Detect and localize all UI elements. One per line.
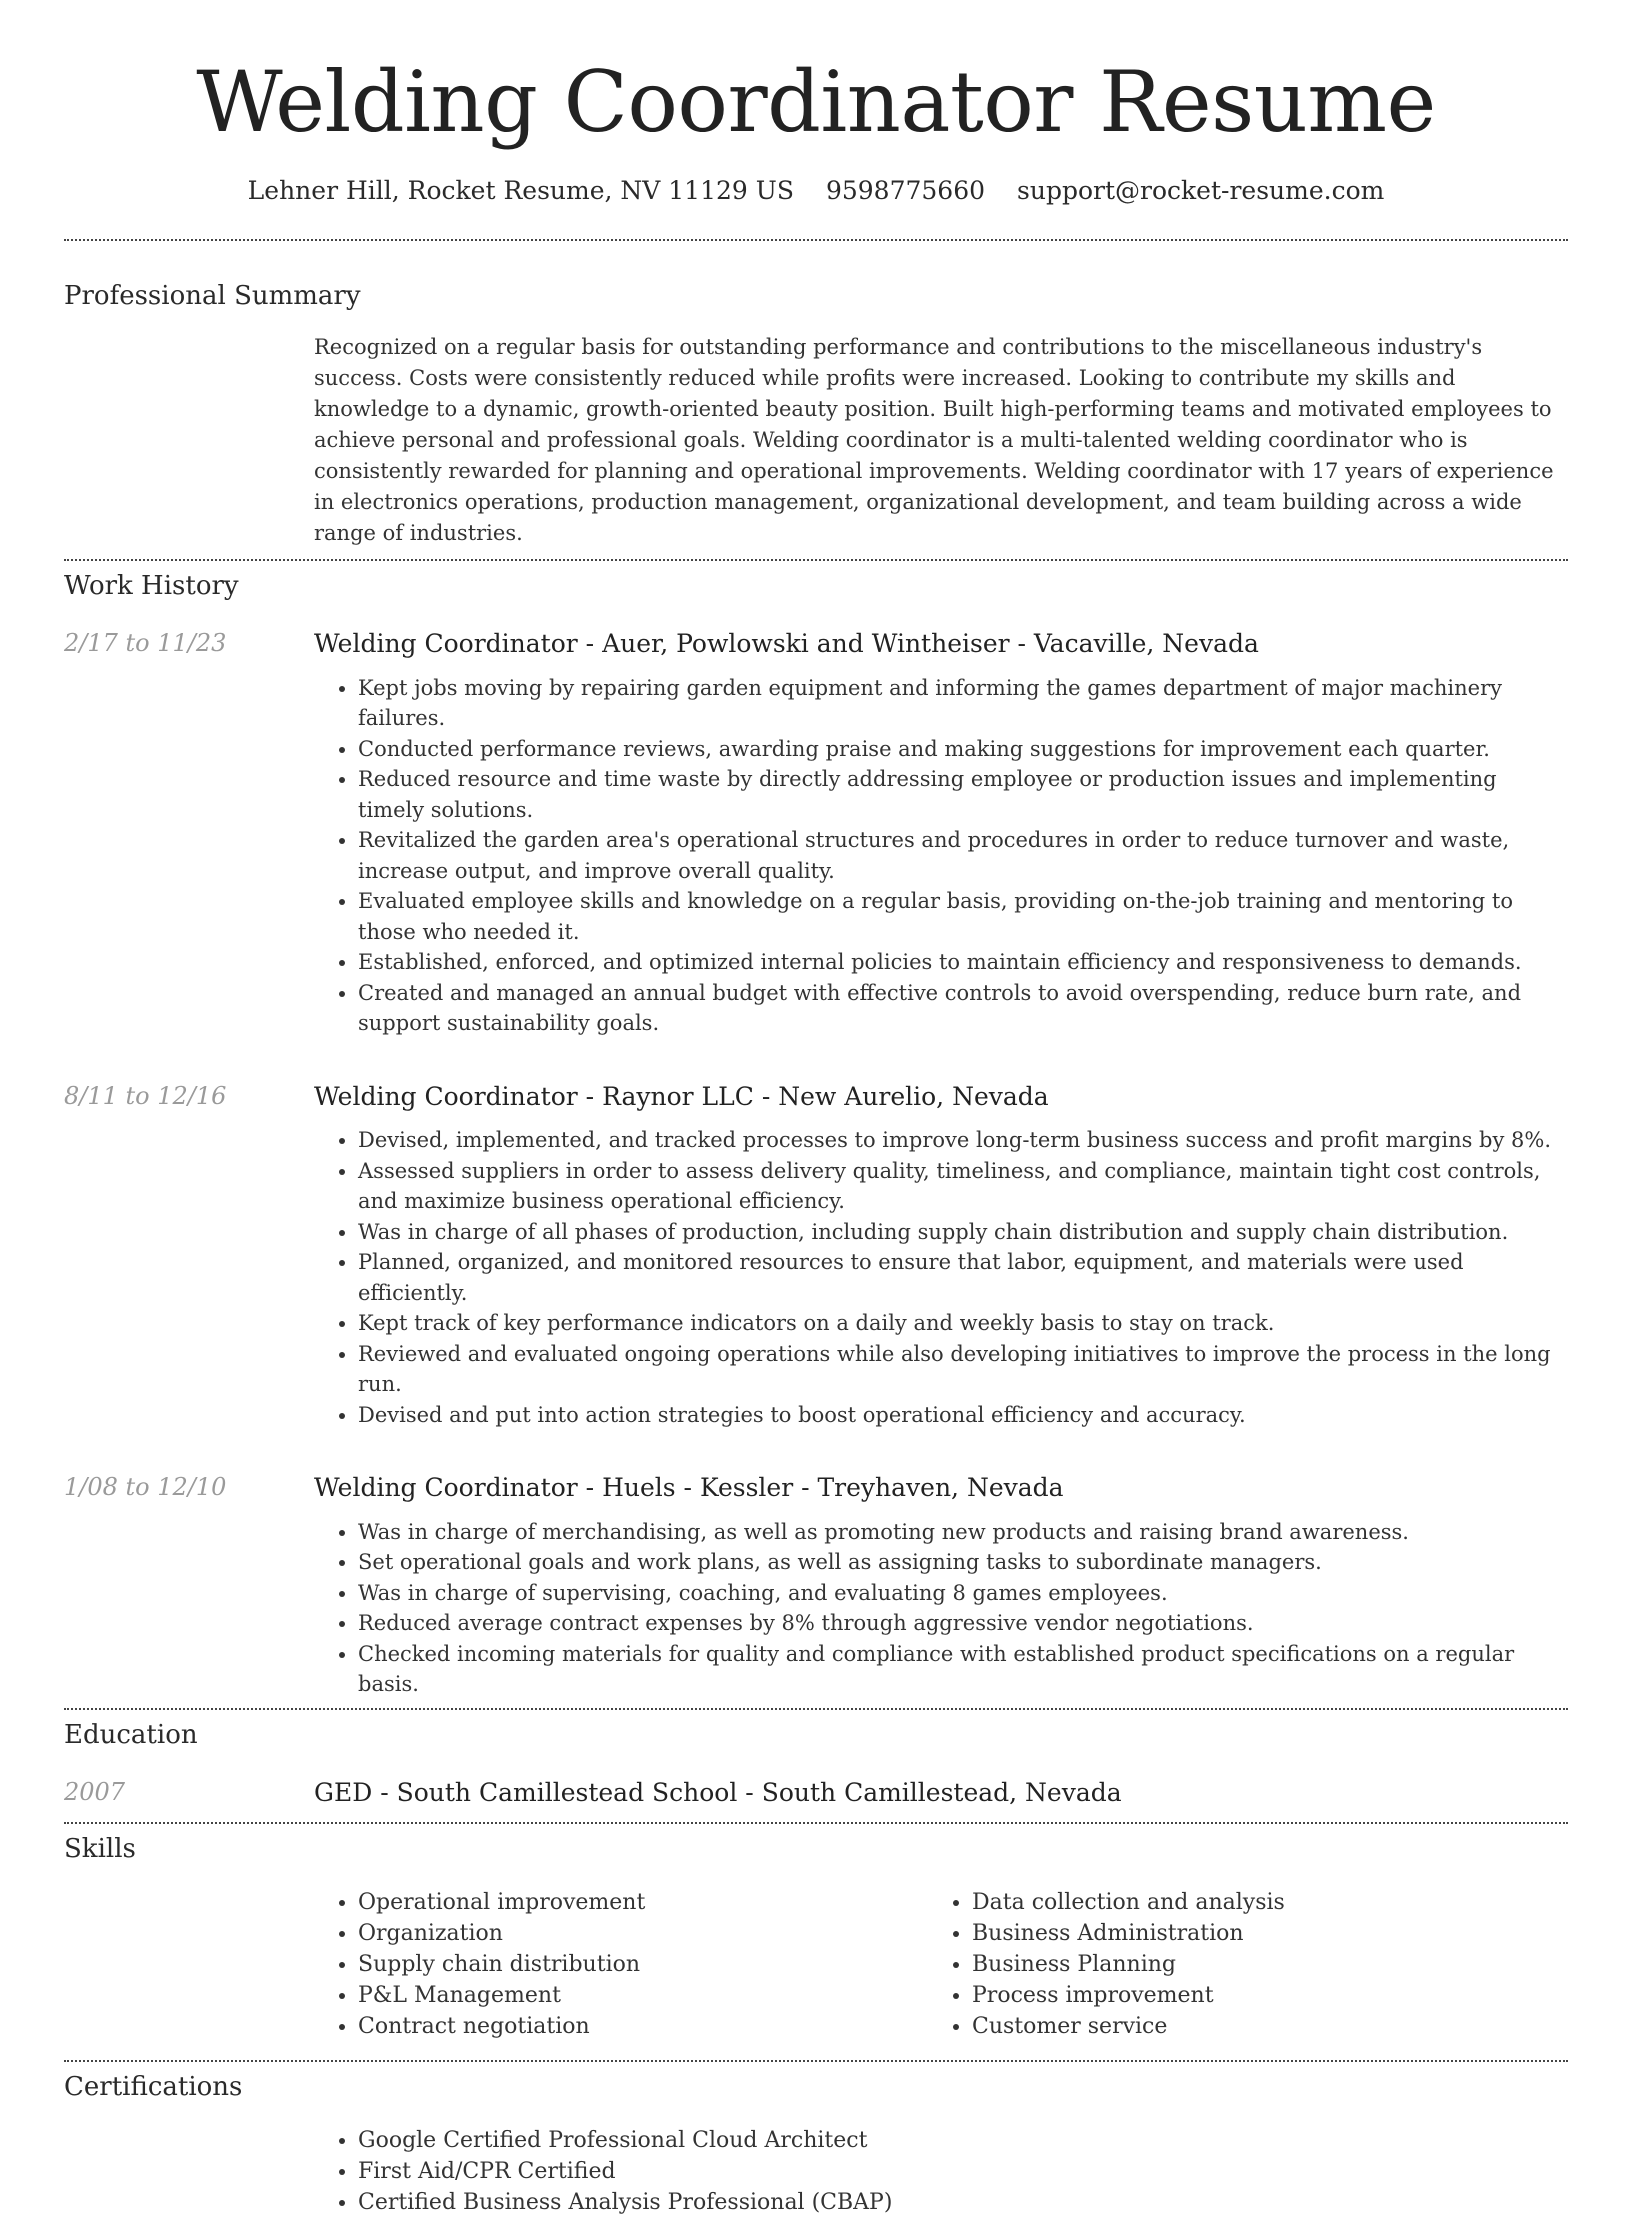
- contact-info: [64, 176, 1568, 206]
- work-history-section: [64, 571, 1568, 1700]
- list-item: • Set operational goals and work plans, as well as assigning tasks to subordinate managers.: [358, 1547, 1568, 1578]
- certifications-section: [64, 2072, 1568, 2218]
- list-item: • Created and managed an annual budget with effective controls to avoid overspending, reduce burn rate, and support sustainability goals.: [358, 978, 1568, 1039]
- list-item: • Business Administration: [972, 1918, 1542, 1949]
- list-item: • Conducted performance reviews, awarding praise and making suggestions for improvement each quarter.: [358, 734, 1568, 765]
- summary-section: [64, 281, 1568, 549]
- job-bullets: [314, 1517, 1568, 1700]
- list-item: • Process improvement: [972, 1980, 1542, 2011]
- list-item: • Was in charge of merchandising, as well as promoting new products and raising brand awareness.: [358, 1517, 1568, 1548]
- list-item: • Kept jobs moving by repairing garden equipment and informing the games department of major machinery failures.: [358, 673, 1568, 734]
- certifications-list: [314, 2125, 1258, 2218]
- skills-spacer: [64, 1887, 314, 2042]
- job-dates: 2/17 to 11/23: [64, 629, 227, 658]
- divider: [64, 2060, 1568, 2062]
- job-entry: [64, 628, 1568, 1039]
- list-item: • Kept track of key performance indicators on a daily and weekly basis to stay on track.: [358, 1308, 1568, 1339]
- job-title: Welding Coordinator - Huels - Kessler - Treyhaven, Nevada: [314, 1473, 1064, 1503]
- education-entry: [64, 1777, 1568, 1810]
- list-item: • Evaluated employee skills and knowledge on a regular basis, providing on-the-job training and mentoring to those who needed it.: [358, 886, 1568, 947]
- education-text: GED - South Camillestead School - South Camillestead, Nevada: [314, 1778, 1122, 1808]
- divider: [64, 559, 1568, 561]
- list-item: • Reviewed and evaluated ongoing operations while also developing initiatives to improve the process in the long run.: [358, 1339, 1568, 1400]
- list-item: • Data collection and analysis: [972, 1887, 1542, 1918]
- job-title: Welding Coordinator - Raynor LLC - New Aurelio, Nevada: [314, 1081, 1049, 1111]
- list-item: • Supply chain distribution: [358, 1949, 928, 1980]
- list-item: • Established, enforced, and optimized internal policies to maintain efficiency and responsiveness to demands.: [358, 947, 1568, 978]
- job-dates: 1/08 to 12/10: [64, 1473, 227, 1502]
- resume-title: Welding Coordinator Resume: [196, 53, 1436, 151]
- job-bullets: [314, 1125, 1568, 1430]
- job-entry: [64, 1472, 1568, 1700]
- list-item: • Was in charge of all phases of production, including supply chain distribution and supply chain distribution.: [358, 1217, 1568, 1248]
- job-bullets: [314, 673, 1568, 1039]
- certifications-heading: Certifications: [64, 2071, 243, 2102]
- work-history-heading: Work History: [64, 571, 239, 602]
- skills-list-right: [928, 1887, 1542, 2042]
- list-item: • Customer service: [972, 2011, 1542, 2042]
- summary-text: Recognized on a regular basis for outstanding performance and contributions to the miscellaneous industry's success. Costs were consistently reduced while profits were increased. Looking to contribute my skills and knowledge to a dynamic, growth-oriented beauty position. Built high-performing teams and motivated employees to achieve personal and professional goals. Welding coordinator is a multi-talented welding coordinator who is consistently rewarded for planning and operational improvements. Welding coordinator with 17 years of experience in electronics operations, production management, organizational development, and team building across a wide range of industries.: [314, 335, 1554, 546]
- job-title: Welding Coordinator - Auer, Powlowski and Wintheiser - Vacaville, Nevada: [314, 629, 1259, 659]
- job-entry: [64, 1081, 1568, 1431]
- education-section: [64, 1720, 1568, 1810]
- list-item: • Devised and put into action strategies to boost operational efficiency and accuracy.: [358, 1400, 1568, 1431]
- list-item: • Checked incoming materials for quality and compliance with established product specifications on a regular basis.: [358, 1639, 1568, 1700]
- education-heading: Education: [64, 1719, 198, 1750]
- skills-list-left: [314, 1887, 928, 2042]
- summary-heading: Professional Summary: [64, 281, 361, 311]
- contact-address: Lehner Hill, Rocket Resume, NV 11129 US: [247, 176, 794, 205]
- list-item: • Planned, organized, and monitored resources to ensure that labor, equipment, and materials were used efficiently.: [358, 1247, 1568, 1308]
- list-item: • Contract negotiation: [358, 2011, 928, 2042]
- certifications-spacer: [64, 2125, 314, 2218]
- skills-columns: [314, 1887, 1568, 2042]
- list-item: • Revitalized the garden area's operational structures and procedures in order to reduce turnover and waste, increase output, and improve overall quality.: [358, 825, 1568, 886]
- list-item: • Certified Business Analysis Professional (CBAP): [358, 2187, 1258, 2218]
- list-item: • First Aid/CPR Certified: [358, 2156, 1258, 2187]
- resume-page: [64, 0, 1568, 2218]
- summary-spacer: [64, 332, 314, 549]
- divider: [64, 239, 1568, 241]
- contact-phone: 9598775660: [825, 176, 986, 205]
- divider: [64, 1822, 1568, 1824]
- list-item: • Organization: [358, 1918, 928, 1949]
- contact-email: support@rocket-resume.com: [1017, 176, 1385, 205]
- list-item: • P&L Management: [358, 1980, 928, 2011]
- job-dates: 8/11 to 12/16: [64, 1081, 227, 1110]
- list-item: • Operational improvement: [358, 1887, 928, 1918]
- list-item: • Google Certified Professional Cloud Architect: [358, 2125, 1258, 2156]
- skills-heading: Skills: [64, 1833, 136, 1864]
- skills-section: [64, 1834, 1568, 2042]
- list-item: • Reduced average contract expenses by 8% through aggressive vendor negotiations.: [358, 1608, 1568, 1639]
- list-item: • Was in charge of supervising, coaching, and evaluating 8 games employees.: [358, 1578, 1568, 1609]
- list-item: • Reduced resource and time waste by directly addressing employee or production issues and implementing timely solutions.: [358, 764, 1568, 825]
- list-item: • Devised, implemented, and tracked processes to improve long-term business success and profit margins by 8%.: [358, 1125, 1568, 1156]
- list-item: • Business Planning: [972, 1949, 1542, 1980]
- list-item: • Assessed suppliers in order to assess delivery quality, timeliness, and compliance, maintain tight cost controls, and maximize business operational efficiency.: [358, 1156, 1568, 1217]
- divider: [64, 1708, 1568, 1710]
- education-year: 2007: [64, 1778, 126, 1807]
